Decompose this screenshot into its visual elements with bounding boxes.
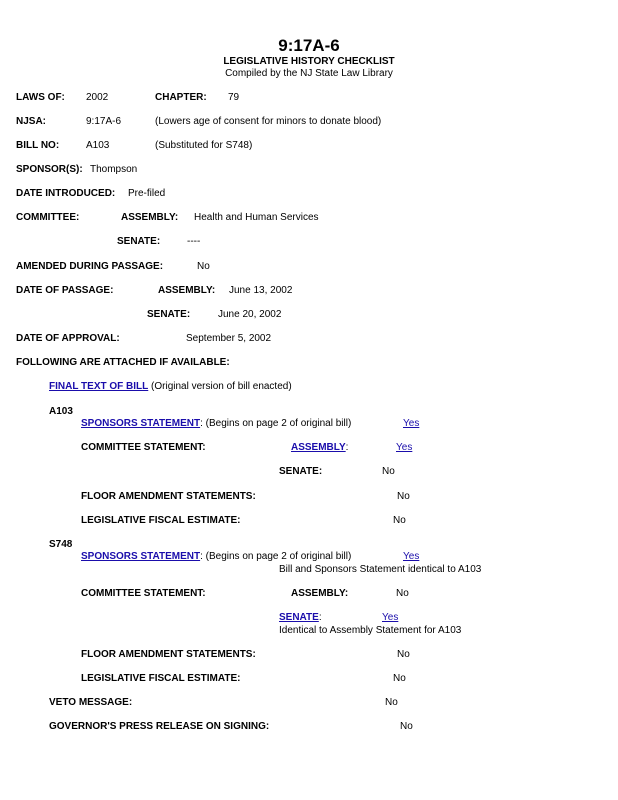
s748-sponsors-row xyxy=(81,552,351,562)
a103-sponsors-note: : (Begins on page 2 of original bill) xyxy=(200,418,352,429)
final-text-row xyxy=(49,382,292,392)
passage-assembly-label: ASSEMBLY: xyxy=(158,285,216,296)
s748-heading: S748 xyxy=(49,539,73,550)
s748-senate-row xyxy=(279,613,322,623)
date-of-passage-label: DATE OF PASSAGE: xyxy=(16,285,114,296)
a103-assembly-yes-link[interactable]: Yes xyxy=(396,442,413,453)
final-text-note: (Original version of bill enacted) xyxy=(151,381,292,392)
committee-label: COMMITTEE: xyxy=(16,212,80,223)
njsa-label: NJSA: xyxy=(16,116,47,127)
press-release-label: GOVERNOR'S PRESS RELEASE ON SIGNING: xyxy=(49,721,270,732)
passage-senate-label: SENATE: xyxy=(147,309,191,320)
document-title: 9:17A-6 xyxy=(278,36,340,55)
date-of-approval-value: September 5, 2002 xyxy=(186,333,272,344)
a103-fiscal-value: No xyxy=(393,515,406,526)
a103-assembly-link[interactable]: ASSEMBLY xyxy=(291,442,346,453)
laws-of-value: 2002 xyxy=(86,92,109,103)
amended-label: AMENDED DURING PASSAGE: xyxy=(16,261,164,272)
sponsors-value: Thompson xyxy=(90,164,138,175)
njsa-value: 9:17A-6 xyxy=(86,116,122,127)
a103-heading: A103 xyxy=(49,406,73,417)
committee-senate-label: SENATE: xyxy=(117,236,161,247)
compiled-by: Compiled by the NJ State Law Library xyxy=(225,68,393,79)
a103-committee-label: COMMITTEE STATEMENT: xyxy=(81,442,206,453)
a103-senate-value: No xyxy=(382,466,395,477)
a103-sponsors-statement-link[interactable]: SPONSORS STATEMENT xyxy=(81,418,201,429)
document-subtitle: LEGISLATIVE HISTORY CHECKLIST xyxy=(223,56,395,67)
s748-senate-colon: : xyxy=(318,612,322,623)
final-text-of-bill-link[interactable]: FINAL TEXT OF BILL xyxy=(49,381,149,392)
a103-assembly-row xyxy=(291,443,348,453)
date-introduced-value: Pre-filed xyxy=(128,188,166,199)
s748-floor-label: FLOOR AMENDMENT STATEMENTS: xyxy=(81,649,256,660)
veto-label: VETO MESSAGE: xyxy=(49,697,133,708)
a103-senate-label: SENATE: xyxy=(279,466,323,477)
press-release-value: No xyxy=(400,721,413,732)
s748-fiscal-label: LEGISLATIVE FISCAL ESTIMATE: xyxy=(81,673,241,684)
njsa-note: (Lowers age of consent for minors to donate blood) xyxy=(155,116,382,127)
date-of-approval-label: DATE OF APPROVAL: xyxy=(16,333,120,344)
s748-senate-link[interactable]: SENATE xyxy=(279,612,319,623)
chapter-value: 79 xyxy=(228,92,240,103)
committee-assembly-value: Health and Human Services xyxy=(194,212,319,223)
bill-no-value: A103 xyxy=(86,140,110,151)
a103-assembly-colon: : xyxy=(345,442,349,453)
s748-senate-yes-link[interactable]: Yes xyxy=(382,612,399,623)
a103-floor-label: FLOOR AMENDMENT STATEMENTS: xyxy=(81,491,256,502)
amended-value: No xyxy=(197,261,210,272)
s748-sponsors-yes-link[interactable]: Yes xyxy=(403,551,420,562)
passage-senate-value: June 20, 2002 xyxy=(218,309,282,320)
s748-assembly-label: ASSEMBLY: xyxy=(291,588,349,599)
s748-committee-label: COMMITTEE STATEMENT: xyxy=(81,588,206,599)
s748-assembly-value: No xyxy=(396,588,409,599)
attached-heading: FOLLOWING ARE ATTACHED IF AVAILABLE: xyxy=(16,357,230,368)
a103-floor-value: No xyxy=(397,491,410,502)
committee-senate-value: ---- xyxy=(187,236,201,247)
a103-sponsors-yes-link[interactable]: Yes xyxy=(403,418,420,429)
a103-sponsors-row xyxy=(81,419,351,429)
chapter-label: CHAPTER: xyxy=(155,92,207,103)
s748-sponsors-identical: Bill and Sponsors Statement identical to A103 xyxy=(279,564,482,575)
sponsors-label: SPONSOR(S): xyxy=(16,164,83,175)
committee-assembly-label: ASSEMBLY: xyxy=(121,212,179,223)
bill-no-label: BILL NO: xyxy=(16,140,60,151)
laws-of-label: LAWS OF: xyxy=(16,92,65,103)
s748-sponsors-statement-link[interactable]: SPONSORS STATEMENT xyxy=(81,551,201,562)
passage-assembly-value: June 13, 2002 xyxy=(229,285,293,296)
bill-no-note: (Substituted for S748) xyxy=(155,140,253,151)
veto-value: No xyxy=(385,697,398,708)
s748-sponsors-note: : (Begins on page 2 of original bill) xyxy=(200,551,352,562)
date-introduced-label: DATE INTRODUCED: xyxy=(16,188,116,199)
a103-fiscal-label: LEGISLATIVE FISCAL ESTIMATE: xyxy=(81,515,241,526)
s748-fiscal-value: No xyxy=(393,673,406,684)
s748-senate-identical: Identical to Assembly Statement for A103 xyxy=(279,625,462,636)
s748-floor-value: No xyxy=(397,649,410,660)
